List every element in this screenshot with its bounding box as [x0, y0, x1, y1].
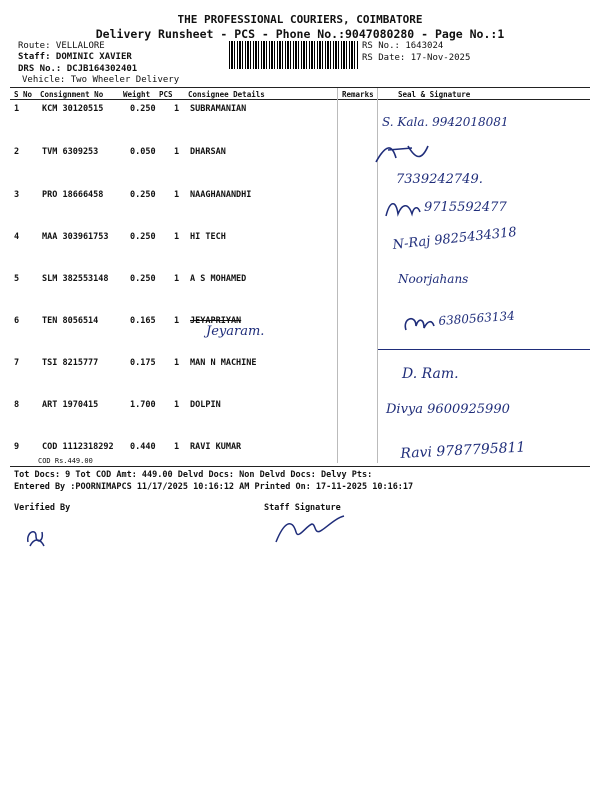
col-header-consignment: Consignment No — [40, 90, 104, 99]
col-header-remarks: Remarks — [342, 90, 374, 99]
row-2-consignee: DHARSAN — [190, 147, 226, 157]
table-top-rule — [10, 87, 590, 88]
row-1-signature: S. Kala. 9942018081 — [382, 115, 509, 129]
row-9-cod-note: COD Rs.449.00 — [38, 457, 93, 465]
row-7-signature: D. Ram. — [402, 366, 459, 382]
row-6-signature: 6380563134 — [438, 308, 516, 328]
row-7-sno: 7 — [14, 358, 20, 368]
row-6-sno: 6 — [14, 316, 20, 326]
barcode-image — [229, 41, 359, 69]
col-header-sno: S No — [14, 90, 33, 99]
row-7-consignment: TSI 8215777 — [42, 358, 99, 368]
row-9-consignment: COD 1112318292 — [42, 442, 114, 452]
vehicle-label: Vehicle: Two Wheeler Delivery — [22, 75, 180, 85]
col-header-weight: Weight — [123, 90, 151, 99]
row-4-consignment: MAA 303961753 — [42, 232, 109, 242]
row-8-consignee: DOLPIN — [190, 400, 221, 410]
row-2-scribble — [372, 140, 432, 170]
row-6-pcs: 1 — [174, 316, 180, 326]
company-title: THE PROFESSIONAL COURIERS, COIMBATORE — [177, 13, 423, 26]
row-6-scribble — [400, 312, 436, 336]
row-8-weight: 1.700 — [130, 400, 156, 410]
remarks-divider — [337, 88, 338, 463]
row-4-consignee: HI TECH — [190, 232, 226, 242]
row-8-consignment: ART 1970415 — [42, 400, 99, 410]
row-6-consignee-handwritten: Jeyaram. — [206, 324, 265, 339]
route-label: Route: VELLALORE — [18, 41, 105, 51]
row-1-weight: 0.250 — [130, 104, 156, 114]
row-9-weight: 0.440 — [130, 442, 156, 452]
rs-date-label: RS Date: 17-Nov-2025 — [362, 53, 471, 63]
entered-by-line: Entered By :POORNIMAPCS 11/17/2025 10:16:12 AM Printed On: 17-11-2025 10:16:17 — [14, 482, 414, 492]
row-3-consignee: NAAGHANANDHI — [190, 190, 252, 200]
rs-no-label: RS No.: 1643024 — [362, 41, 444, 51]
staff-signature-label: Staff Signature — [264, 503, 341, 513]
row-2-weight: 0.050 — [130, 147, 156, 157]
row-1-sno: 1 — [14, 104, 20, 114]
row-1-consignment: KCM 30120515 — [42, 104, 104, 114]
row-6-ink-line — [378, 349, 590, 350]
col-header-seal: Seal & Signature — [398, 90, 471, 99]
row-5-signature: Noorjahans — [398, 272, 469, 286]
row-1-pcs: 1 — [174, 104, 180, 114]
row-4-weight: 0.250 — [130, 232, 156, 242]
row-9-pcs: 1 — [174, 442, 180, 452]
row-3-consignment: PRO 18666458 — [42, 190, 104, 200]
row-8-pcs: 1 — [174, 400, 180, 410]
row-3-scribble — [382, 196, 422, 222]
row-2-consignment: TVM 6309253 — [42, 147, 99, 157]
row-5-pcs: 1 — [174, 274, 180, 284]
row-7-consignee: MAN N MACHINE — [190, 358, 257, 368]
row-6-consignment: TEN 8056514 — [42, 316, 99, 326]
row-8-sno: 8 — [14, 400, 20, 410]
row-3-pcs: 1 — [174, 190, 180, 200]
row-9-signature: Ravi 9787795811 — [400, 439, 526, 462]
row-2-pcs: 1 — [174, 147, 180, 157]
row-1-consignee: SUBRAMANIAN — [190, 104, 247, 114]
row-8-signature: Divya 9600925990 — [386, 402, 510, 417]
row-3-weight: 0.250 — [130, 190, 156, 200]
table-bottom-rule — [10, 466, 590, 467]
row-4-sno: 4 — [14, 232, 20, 242]
verified-by-label: Verified By — [14, 503, 71, 513]
row-3-sno: 3 — [14, 190, 20, 200]
col-header-consignee: Consignee Details — [188, 90, 265, 99]
row-9-consignee: RAVI KUMAR — [190, 442, 242, 452]
row-9-sno: 9 — [14, 442, 20, 452]
row-5-consignee: A S MOHAMED — [190, 274, 247, 284]
row-7-weight: 0.175 — [130, 358, 156, 368]
row-2-signature: 7339242749. — [396, 172, 483, 187]
row-6-consignee: JEYAPRIYAN — [190, 316, 242, 326]
row-4-signature: N-Raj 9825434318 — [392, 224, 518, 253]
row-3-signature: 9715592477 — [424, 200, 507, 215]
col-header-pcs: PCS — [159, 90, 173, 99]
totals-line: Tot Docs: 9 Tot COD Amt: 449.00 Delvd Docs: Non Delvd Docs: Delvy Pts: — [14, 470, 373, 480]
row-5-consignment: SLM 382553148 — [42, 274, 109, 284]
row-4-pcs: 1 — [174, 232, 180, 242]
row-5-weight: 0.250 — [130, 274, 156, 284]
staff-signature-mark — [270, 512, 350, 546]
drs-label: DRS No.: DCJB164302401 — [18, 64, 138, 74]
row-2-sno: 2 — [14, 147, 20, 157]
table-header-rule — [10, 99, 590, 100]
row-7-pcs: 1 — [174, 358, 180, 368]
verified-by-signature — [22, 524, 48, 550]
row-6-weight: 0.165 — [130, 316, 156, 326]
staff-label: Staff: DOMINIC XAVIER — [18, 52, 132, 62]
runsheet-title: Delivery Runsheet - PCS - Phone No.:9047080280 - Page No.:1 — [95, 27, 505, 41]
row-5-sno: 5 — [14, 274, 20, 284]
